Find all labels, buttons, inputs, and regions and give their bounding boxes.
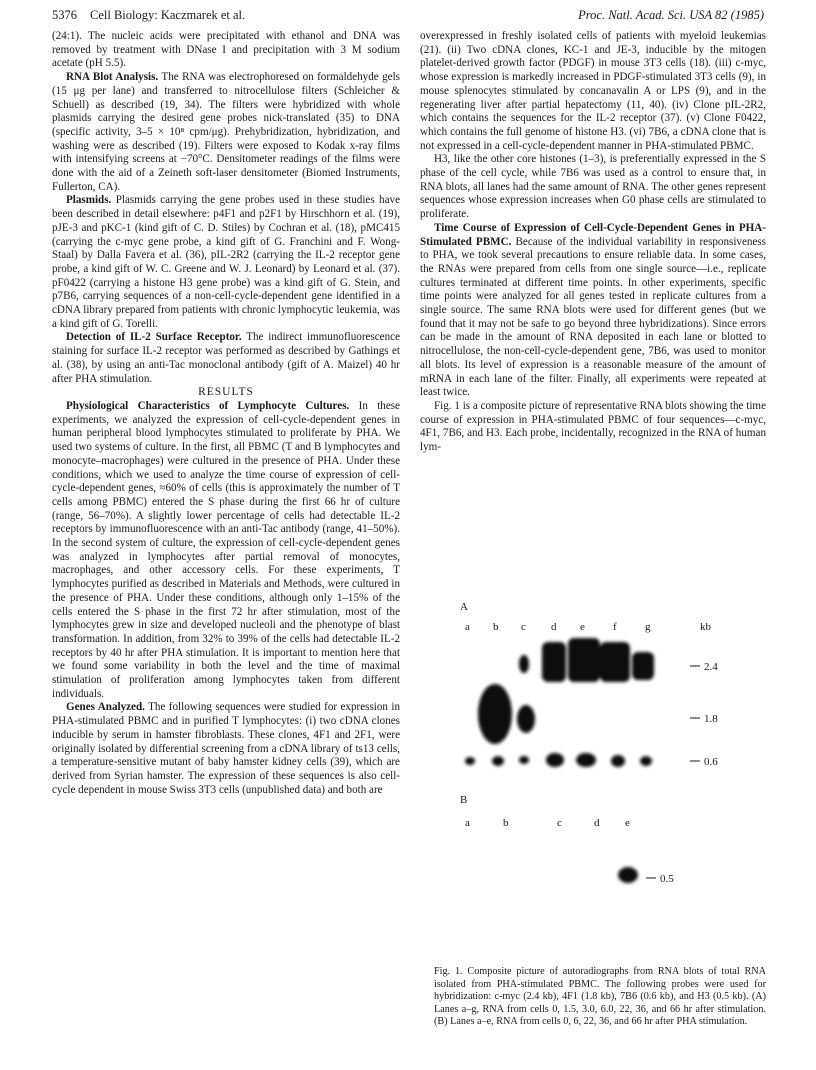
paragraph-genes <box>52 701 400 797</box>
kb-label: kb <box>700 621 711 633</box>
heading-rna-blot: RNA Blot Analysis. <box>66 71 159 84</box>
band-7b6-a <box>465 757 475 765</box>
heading-time-course: Time Course of Expression of Cell-Cycle-Dependent Genes in PHA-Stimulated PBMC. <box>420 221 766 248</box>
page-header <box>52 8 764 28</box>
lane-b-label: b <box>493 621 499 633</box>
lane-e-label: e <box>580 621 585 633</box>
figure-caption: Fig. 1. Composite picture of autoradiographs from RNA blots of total RNA isolated from PHA-stimulated PBMC. The following probes were used for hybridization: c-myc (2.4 kb), 4F1 (1.8 kb), 7B6 (0.6 kb), and H3 (0.5 kb). (A) Lanes a–g, RNA from cells 0, 1.5, 3.0, 6.0, 22, 36, and 66 hr after stimulation. (B) Lanes a–e, RNA from cells 0, 6, 22, 36, and 66 hr after PHA stimulation. <box>434 966 766 1028</box>
paragraph-il2 <box>52 331 400 386</box>
heading-plasmids: Plasmids. <box>66 194 112 207</box>
running-head: Cell Biology: Kaczmarek et al. <box>90 8 246 22</box>
paragraph-physiological <box>52 400 400 701</box>
band-cmyc-d <box>542 642 566 682</box>
text-plasmids: Plasmids carrying the gene probes used in these studies have been described in detail elsewhere: p4F1 and p2F1 by Hirschhorn et al. (19), pJE-3 and pKC-1 (kind gift of C. D. Stiles) by Cochran et al. (18), pMC415 (carrying the c-myc gene probe, a kind gift of G. Franchini and F. Wong-Staal) by Dalla Favera et al. (36), pIL-2R2 (carrying the IL-2 receptor gene probe, a kind gift of W. C. Greene and W. J. Leonard) by Leonard et al. (37). pF0422 (carrying a histone H3 gene probe) was a kind gift of G. Stein, and p7B6, carrying sequences of a non-cell-cycle-dependent gene identified in a cDNA library prepared from patients with chronic lymphocytic leukemia, was a kind gift of G. Torelli. <box>52 194 400 330</box>
band-cmyc-e <box>568 638 600 682</box>
band-7b6-g <box>640 756 652 766</box>
paragraph-fig1: Fig. 1 is a composite picture of representative RNA blots showing the time course of expression in PHA-stimulated PBMC of four sequences—c-myc, 4F1, 7B6, and H3. Each probe, incidentally, recognized in the RNA of human lym- <box>420 399 766 454</box>
page-number: 5376 <box>52 8 77 22</box>
band-cmyc-g <box>632 652 654 680</box>
heading-il2: Detection of IL-2 Surface Receptor. <box>66 331 242 344</box>
band-4f1-b <box>478 684 512 744</box>
lane-c-label: c <box>521 621 526 633</box>
lane-g-label: g <box>645 621 651 633</box>
paragraph-h3: H3, like the other core histones (1–3), is preferentially expressed in the S phase of the cell cycle, while 7B6 was used as a control to ensure that, in RNA blots, all lanes had the same amount of RNA. The other genes represent sequences whose expression increases when G0 phase cells are stimulated to proliferate. <box>420 153 766 221</box>
band-7b6-b <box>492 756 504 766</box>
text-physiological: In these experiments, we analyzed the expression of cell-cycle-dependent genes in human peripheral blood lymphocytes stimulated to proliferate by PHA. We used two systems of culture. In the first, all PBMC (T and B lymphocytes and monocyte–macrophages) were cultured in the presence of PHA. Under these conditions, which we used to analyze the time course of expression of cell-cycle-dependent genes, ≈60% of cells (this is approximately the number of T cells among PBMC) entered the S phase during the first 66 hr of culture (range, 56–70%). A slightly lower percentage of cells had detectable IL-2 receptors by immunofluorescence with an anti-Tac antibody (range, 41–50%). In the second system of culture, the expression of cell-cycle-dependent genes was analyzed in lymphocytes after partial removal of monocytes, macrophages, and other accessory cells. For these experiments, T lymphocytes purified as described in Materials and Methods, were cultured in the presence of PHA. Under these conditions, although only 1–15% of the cells entered the S phase in the first 72 hr after stimulation, most of the lymphocytes grew in size and developed nucleoli and the phenotype of blast transformation. In addition, from 32% to 39% of the cells had detectable IL-2 receptors by 40 hr after PHA stimulation. It is important to mention here that we found some variability in both the level and the time of maximal stimulation of proliferation among lymphocytes taken from different individuals. <box>52 399 400 700</box>
lane-b-e-label: e <box>625 817 630 829</box>
results-heading: RESULTS <box>198 386 254 399</box>
band-7b6-d <box>546 753 564 767</box>
text-genes: The following sequences were studied for expression in PHA-stimulated PBMC and in purified T lymphocytes: (i) two cDNA clones inducible by serum in hamster fibroblasts. These clones, 4F1 and 2F1, were originally isolated by differential screening from a cDNA library of ts13 cells, a temperature-sensitive mutant of baby hamster kidney cells (39), which are derived from Syrian hamster. The expression of these sequences is also cell-cycle dependent in mouse Swiss 3T3 cells (unpublished data) and both are <box>52 701 400 796</box>
band-4f1-c <box>517 705 535 733</box>
lane-a-label: a <box>465 621 470 633</box>
band-cmyc-f <box>600 642 630 682</box>
text-il2: The indirect immunofluorescence staining for surface IL-2 receptor was performed as described by Gathings et al. (38), by using an anti-Tac monoclonal antibody (gift of A. Maizel) 40 hr after PHA stimulation. <box>52 331 400 385</box>
heading-genes: Genes Analyzed. <box>66 701 145 714</box>
right-column <box>420 30 766 455</box>
paragraph-time-course <box>420 222 766 400</box>
marker-1-8: 1.8 <box>704 713 718 725</box>
lane-f-label: f <box>613 621 617 633</box>
paragraph-overexpressed: overexpressed in freshly isolated cells of patients with myeloid leukemias (21). (ii) Two cDNA clones, KC-1 and JE-3, inducible by the mitogen platelet-derived growth factor (PDGF) in mouse 3T3 cells (18). (iii) c-myc, whose expression is markedly increased in PDGF-stimulated 3T3 cells (9), in mouse splenocytes stimulated by concanavalin A or LPS (9), and in the regenerating liver after partial hepatectomy (11, 40). (iv) Clone pIL-2R2, which contains the sequences for the IL-2 receptor (37). (v) Clone F0422, which contains the full genome of histone H3. (vi) 7B6, a cDNA clone that is not expressed in a cell-cycle-dependent manner in PHA-stimulated PBMC. <box>420 30 766 152</box>
lane-b-c-label: c <box>557 817 562 829</box>
marker-2-4: 2.4 <box>704 661 718 673</box>
paragraph-rna-blot <box>52 71 400 194</box>
band-7b6-f <box>611 755 625 767</box>
marker-0-5: 0.5 <box>660 873 674 885</box>
lane-b-d-label: d <box>594 817 600 829</box>
figure-1 <box>420 598 766 988</box>
journal-reference: Proc. Natl. Acad. Sci. USA 82 (1985) <box>578 8 764 22</box>
band-h3-e <box>618 867 638 883</box>
panel-b-label: B <box>460 794 468 806</box>
text-rna-blot: The RNA was electrophoresed on formaldehyde gels (15 μg per lane) and transferred to nitrocellulose filters (Schleicher & Schuell) as described (19, 34). The filters were hybridized with whole plasmids carrying the desired gene probes nick-translated (35) to DNA (specific activity, 3–5 × 10⁸ cpm/μg). Prehybridization, hybridization, and washing were as described (19). Filters were exposed to Kodak x-ray films with intensifying screens at −70°C. Densitometer readings of the films were done with the aid of a Zeineth soft-laser densitometer (Biomed Instruments, Fullerton, CA). <box>52 71 400 193</box>
left-column <box>52 30 400 797</box>
paragraph-nucleic-acids: (24:1). The nucleic acids were precipitated with ethanol and DNA was removed by treatment with DNase I and precipitation with 3 M sodium acetate (pH 5.5). <box>52 30 400 70</box>
panel-a-label: A <box>460 601 468 613</box>
lane-b-b-label: b <box>503 817 509 829</box>
heading-physiological: Physiological Characteristics of Lymphocyte Cultures. <box>66 399 350 412</box>
text-time-course: Because of the individual variability in responsiveness to PHA, we took several precautions to ensure reliable data. In some cases, the RNAs were prepared from cells from one single source—i.e., replicate cultures terminated at different time points. In other experiments, specific time points were analyzed for all genes tested in replicate cultures from a single source. The same RNA blots were used for different genes (but we found that it may not be safe to go beyond three hybridizations). Since errors can be made in the amount of RNA deposited in each lane or blotted to nitrocellulose, the non-cell-cycle-dependent gene, 7B6, was used to monitor all blots. Its level of expression is a reasonable measure of the amount of mRNA in each lane of the filter. Finally, all experiments were repeated at least twice. <box>420 235 766 399</box>
autoradiograph-figure <box>420 598 766 968</box>
band-cmyc-c <box>519 655 529 673</box>
band-7b6-c <box>519 756 529 764</box>
lane-b-a-label: a <box>465 817 470 829</box>
band-7b6-e <box>576 753 596 767</box>
paragraph-plasmids <box>52 194 400 331</box>
lane-d-label: d <box>551 621 557 633</box>
marker-0-6: 0.6 <box>704 756 718 768</box>
